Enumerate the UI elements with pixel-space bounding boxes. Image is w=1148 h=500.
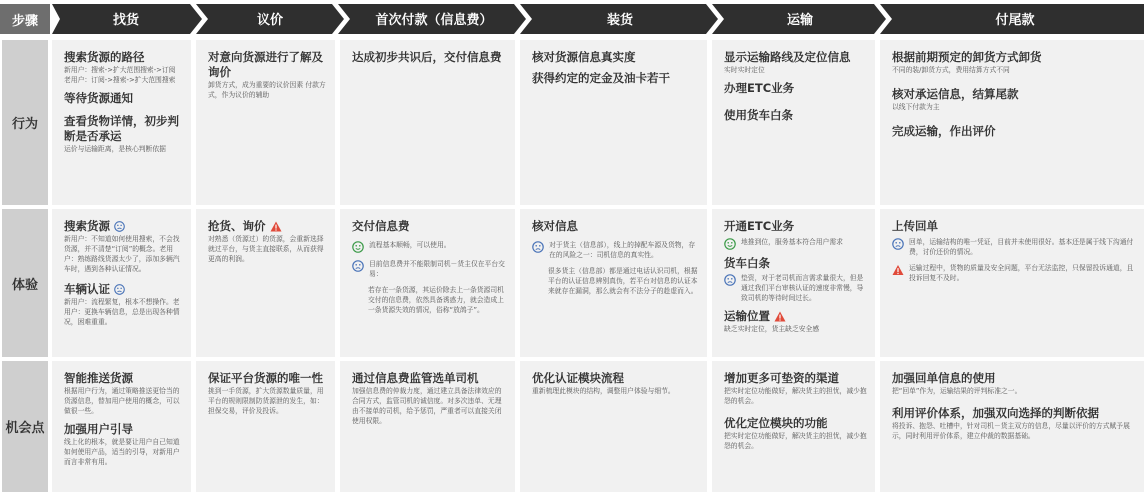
experience-load-sub-2: 很多货主（信息部）都是通过电话认识司机，根据平台的认证信息辨别真伪，若平台对信息的认证本来就存在漏洞，那么就会有不法分子的趁虚而入。 <box>548 267 698 295</box>
behavior-transport-sub-1: 实时实时定位 <box>724 66 765 74</box>
step-header <box>0 4 1148 34</box>
behavior-load-title-1: 核对货源信息真实度 <box>532 50 636 64</box>
experience-bargain-title-1-text: 抢货、询价 <box>208 219 266 233</box>
stage-loading <box>520 4 718 34</box>
opportunity-find-sub-2: 线上化的根本，就是要让用户自己知道如何使用产品，适当的引导，对新用户而言非常有用。 <box>64 438 180 466</box>
row-label-experience: 体验 <box>2 209 48 357</box>
behavior-finalpay-title-2: 核对承运信息，结算尾款 <box>892 87 1019 101</box>
behavior-finalpay-sub-1: 不同的装/卸货方式，费用结算方式不同 <box>892 66 1010 74</box>
behavior-transport-cell <box>712 40 875 205</box>
behavior-bargain-title-1: 对意向货源进行了解及询价 <box>208 50 323 79</box>
opportunity-load-title-1: 优化认证模块流程 <box>532 371 624 385</box>
opportunity-transport-title-2: 优化定位模块的功能 <box>724 416 828 430</box>
behavior-finalpay-title-1: 根据前期预定的卸货方式卸货 <box>892 50 1042 64</box>
warning-icon <box>774 311 786 322</box>
opportunity-transport-title-1: 增加更多可垫资的渠道 <box>724 371 839 385</box>
opportunity-finalpay-title-2: 利用评价体系，加强双向选择的判断依据 <box>892 406 1099 420</box>
experience-load-title-1: 核对信息 <box>532 219 578 233</box>
opportunity-bargain-cell <box>196 361 335 492</box>
experience-transport-title-1: 开通ETC业务 <box>724 219 795 233</box>
behavior-find-title-1: 搜索货源的路径 <box>64 50 145 64</box>
sad-face-icon <box>532 241 544 253</box>
experience-firstpay-sub-2: 目前信息费并不能限制司机－货主仅在平台交易： <box>369 260 505 278</box>
experience-finalpay-bad <box>892 237 1136 257</box>
experience-transport-title-3-text: 运输位置 <box>724 309 770 323</box>
behavior-find-sub-3: 运价与运输距离，是核心判断依据 <box>64 145 166 153</box>
opportunity-load-cell <box>520 361 707 492</box>
stage-label-find: 找货 <box>112 13 140 28</box>
behavior-transport-title-3: 使用货车白条 <box>724 108 793 122</box>
opportunity-finalpay-cell <box>880 361 1144 492</box>
experience-find-title-1 <box>64 219 183 234</box>
step-label: 步骤 <box>0 4 50 34</box>
experience-load-cell <box>520 209 707 357</box>
behavior-find-title-3: 查看货物详情，初步判断是否承运 <box>64 114 179 143</box>
stage-label-bargain: 议价 <box>256 13 284 28</box>
row-label-behavior: 行为 <box>2 40 48 205</box>
experience-find-title-2-text: 车辆认证 <box>64 282 110 296</box>
stage-label-loading: 装货 <box>606 13 634 28</box>
behavior-transport-title-2: 办理ETC业务 <box>724 81 795 95</box>
behavior-load-cell <box>520 40 707 205</box>
sad-face-icon <box>114 284 125 295</box>
stage-label-first-payment: 首次付款（信息费） <box>375 13 493 28</box>
sad-face-icon <box>352 260 364 272</box>
behavior-find-title-2: 等待货源通知 <box>64 91 133 105</box>
experience-firstpay-bad <box>352 259 507 279</box>
behavior-find-cell <box>52 40 191 205</box>
behavior-finalpay-title-3: 完成运输，作出评价 <box>892 124 996 138</box>
opportunity-firstpay-sub-1: 加强信息费的仲裁力度，通过建立具备法律效应的合同方式，监管司机的诚信度。对多次违单、无理由不接单的司机，给予惩罚，严重者可以直接关闭使用权限。 <box>352 387 502 425</box>
opportunity-find-cell <box>52 361 191 492</box>
warning-icon <box>892 264 904 276</box>
experience-load-bad <box>532 240 699 260</box>
experience-firstpay-sub-3: 若存在一条货源，其运价除去上一条货源司机交付的信息费，依然具备诱惑力，就会造成上一条货源失效的情况，俗称“放鸽子”。 <box>368 286 504 314</box>
stage-final-payment <box>880 4 1144 34</box>
behavior-load-title-2: 获得约定的定金及油卡若干 <box>532 71 670 85</box>
experience-finalpay-cell <box>880 209 1144 357</box>
sad-face-icon <box>892 238 904 250</box>
opportunity-find-title-1: 智能推送货源 <box>64 371 133 385</box>
experience-transport-sub-3: 缺乏实时定位，货主缺乏安全感 <box>724 325 820 333</box>
opportunity-find-sub-1: 根据用户行为，通过策略推送更恰当的货源信息，替加用户使用的概念，可以做很一些。 <box>64 387 180 415</box>
opportunity-finalpay-title-1: 加强回单信息的使用 <box>892 371 996 385</box>
sad-face-icon <box>114 221 125 232</box>
happy-face-icon <box>724 238 736 250</box>
opportunity-finalpay-sub-1: 把“回单”作为，运输结果的评判标准之一。 <box>892 387 1022 395</box>
experience-firstpay-title-1: 交付信息费 <box>352 219 410 233</box>
opportunity-transport-sub-1: 把实时定位功能做好，解决货主的担忧，减少抱怨的机会。 <box>724 387 867 405</box>
opportunity-find-title-2: 加强用户引导 <box>64 422 133 436</box>
behavior-transport-title-1: 显示运输路线及定位信息 <box>724 50 851 64</box>
stage-transport <box>712 4 886 34</box>
experience-find-sub-1: 新用户：不知道如何使用搜索，不会找货源，并不清楚“订阅”的概念。老用户：熟练路线货源太少了，添加多辆汽车时，遇到各种认证情况。 <box>64 235 180 273</box>
opportunity-firstpay-cell <box>340 361 515 492</box>
experience-finalpay-title-1: 上传回单 <box>892 219 938 233</box>
experience-transport-bad <box>724 273 867 303</box>
behavior-find-sub-1b: 老用户：订阅->搜索->扩大范围搜索 <box>64 76 176 84</box>
experience-transport-sub-1: 地推到位，服务基本符合用户需求 <box>741 238 843 246</box>
experience-bargain-cell <box>196 209 335 357</box>
stage-find <box>52 4 202 34</box>
stage-first-payment <box>338 4 526 34</box>
stage-label-transport: 运输 <box>786 13 814 28</box>
experience-bargain-sub-1: 对熟悉（货源过）的货源，会重新选择就过平台，与货主直接联系，从而获得更高的利润。 <box>208 235 324 263</box>
behavior-bargain-sub-1: 卸货方式，成为重要的议价因素 付款方式，作为议价的辅助 <box>208 81 326 99</box>
stage-chevrons <box>0 4 1148 34</box>
stage-bargain <box>196 4 344 34</box>
experience-firstpay-good <box>352 240 507 253</box>
experience-find-sub-2: 新用户：流程繁复，根本不想操作。老用户：更换车辆信息，总是出现各种情况，困难重重。 <box>64 298 180 326</box>
behavior-firstpay-title-1: 达成初步共识后，交付信息费 <box>352 50 502 64</box>
happy-face-icon <box>352 241 364 253</box>
row-label-opportunity: 机会点 <box>2 361 48 492</box>
experience-transport-good <box>724 237 867 250</box>
experience-transport-cell <box>712 209 875 357</box>
behavior-finalpay-sub-2: 以线下付款为主 <box>892 103 940 111</box>
experience-find-cell <box>52 209 191 357</box>
warning-icon <box>270 221 282 232</box>
experience-load-sub-1: 对于货主（信息部），线上的掉配车源及货物，存在的风险之一：司机信息的真实性。 <box>549 241 696 259</box>
experience-firstpay-sub-1: 流程基本顺畅，可以使用。 <box>369 241 451 249</box>
opportunity-finalpay-sub-2: 将投诉、抱怨、吐槽中，针对司机－货主双方的信息，尽量以评价的方式赋予展示，同时利用评价体系，建立仲裁的数据基础。 <box>892 422 1130 440</box>
experience-find-title-2 <box>64 282 183 297</box>
experience-transport-sub-2: 垫资，对于老司机而言需求量很大，但是通过我们平台审核认证的速度非常慢，导致司机的等待时间过长。 <box>741 274 864 302</box>
experience-bargain-title-1 <box>208 219 327 234</box>
opportunity-load-sub-1: 重新梳理此模块的结构，调整用户体验与细节。 <box>532 387 675 395</box>
experience-transport-title-2: 货车白条 <box>724 256 770 270</box>
opportunity-bargain-sub-1: 挑到一手货源，扩大货源数量质量，用平台的规则限制防货源泄的发生，如：担保交易，评价及投诉。 <box>208 387 324 415</box>
experience-firstpay-cell <box>340 209 515 357</box>
behavior-find-sub-1a: 新用户：搜索->扩大范围搜索->订阅 <box>64 66 176 74</box>
opportunity-bargain-title-1: 保证平台货源的唯一性 <box>208 371 323 385</box>
opportunity-transport-sub-2: 把实时定位功能做好，解决货主的担忧，减少抱怨的机会。 <box>724 432 867 450</box>
behavior-bargain-cell <box>196 40 335 205</box>
experience-finalpay-sub-1: 回单，运输结构的唯一凭证，目前并未使用很好。基本还是属于线下沟通付费，讨价还价的情况。 <box>909 238 1134 256</box>
behavior-finalpay-cell <box>880 40 1144 205</box>
behavior-firstpay-cell <box>340 40 515 205</box>
experience-find-title-1-text: 搜索货源 <box>64 219 110 233</box>
experience-finalpay-sub-2: 运输过程中，货物的质量及安全问题，平台无法监控，只保留投诉通道，且投诉回复不及时。 <box>909 264 1134 282</box>
opportunity-firstpay-title-1: 通过信息费监管选单司机 <box>352 371 479 385</box>
opportunity-transport-cell <box>712 361 875 492</box>
experience-transport-title-3 <box>724 309 867 324</box>
experience-finalpay-warning <box>892 263 1136 283</box>
sad-face-icon <box>724 274 736 286</box>
stage-label-final-payment: 付尾款 <box>995 13 1035 28</box>
